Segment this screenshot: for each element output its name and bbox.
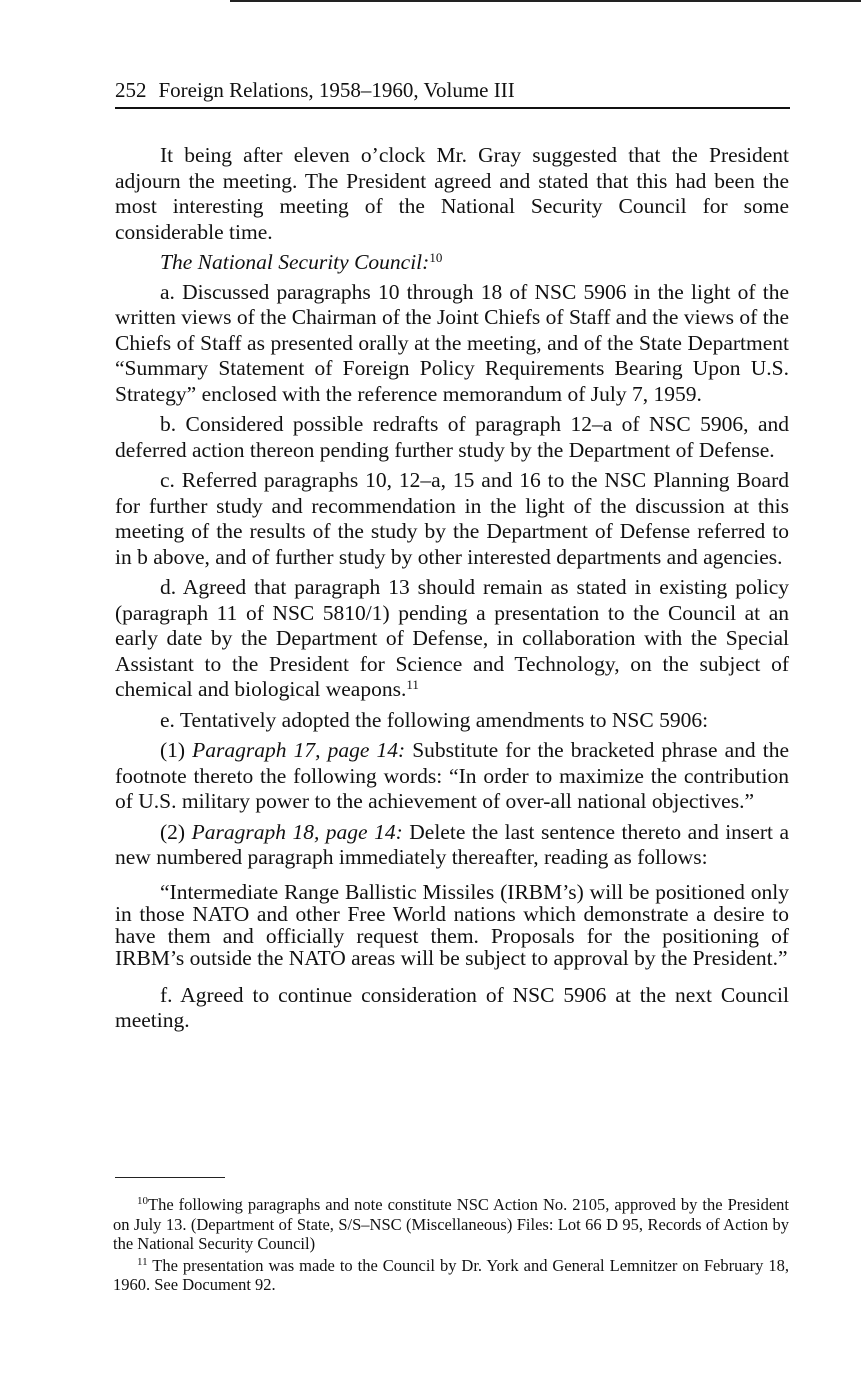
footnote-ref-10: 10	[429, 250, 443, 265]
footnote-rule	[115, 1177, 225, 1178]
paragraph-e1-text: Substitute for the bracketed phrase and the footnote thereto the following words: “In order to maximize the contribution of U.S. military power to the achievement of over-all national objectives.”	[115, 738, 790, 813]
paragraph-e2-num: (2)	[160, 819, 186, 844]
paragraph-e: e. Tentatively adopted the following amendments to NSC 5906:	[160, 707, 709, 732]
footnote-text: The following paragraphs and note constitute NSC Action No. 2105, approved by the President on July 13. (Department of State, S/S–NSC (Miscellaneous) Files: Lot 66 D 95, Records of Action by the National Security Council)	[113, 1195, 789, 1253]
paragraph-d	[115, 575, 789, 703]
paragraph-d-text: d. Agreed that paragraph 13 should remain as stated in existing policy (paragraph 11 of NSC 5810/1) pending a presentation to the Council at an early date by the Department of Defense, in collaboration with the Special Assistant to the President for Science and Technology, on the subject of chemical and biological weapons.	[115, 575, 789, 701]
council-heading	[115, 250, 789, 276]
document-body	[115, 143, 789, 1039]
council-heading-text: The National Security Council:	[160, 250, 430, 274]
footnote-ref-11: 11	[406, 677, 419, 692]
paragraph-e1-label: Paragraph 17, page 14:	[192, 738, 406, 762]
footnote-text: The presentation was made to the Council by Dr. York and General Lemnitzer on February 18, 1960. See Document 92.	[113, 1255, 789, 1294]
paragraph-e2	[115, 820, 789, 871]
paragraph-e1	[115, 738, 789, 815]
running-header	[115, 76, 790, 104]
paragraph-b: b. Considered possible redrafts of paragraph 12–a of NSC 5906, and deferred action thereon pending further study by the Department of Defense.	[115, 412, 789, 462]
paragraph-c: c. Referred paragraphs 10, 12–a, 15 and 16 to the NSC Planning Board for further study and recommendation in the light of the discussion at this meeting of the results of the study by the Department of Defense referred to in b above, and of further study by other interested departments and agencies.	[115, 468, 789, 569]
footnote-11	[113, 1256, 789, 1295]
page-number: 252	[115, 78, 147, 102]
top-edge-line	[230, 0, 861, 2]
paragraph-e2-text: Delete the last sentence thereto and insert a new numbered paragraph immediately thereafter, reading as follows:	[115, 819, 790, 869]
paragraph-adjourn: It being after eleven o’clock Mr. Gray suggested that the President adjourn the meeting. The President agreed and stated that this had been the most interesting meeting of the National Security Council for some considerable time.	[115, 143, 789, 244]
paragraph-a: a. Discussed paragraphs 10 through 18 of NSC 5906 in the light of the written views of the Chairman of the Joint Chiefs of Staff and the views of the Chiefs of Staff as presented orally at the meeting, and of the State Department “Summary Statement of Foreign Policy Requirements Bearing Upon U.S. Strategy” enclosed with the reference memorandum of July 7, 1959.	[115, 279, 789, 406]
footnotes	[113, 1195, 789, 1297]
paragraph-e1-num: (1)	[160, 738, 186, 762]
footnote-10	[113, 1195, 789, 1254]
paragraph-f: f. Agreed to continue consideration of NSC 5906 at the next Council meeting.	[115, 982, 789, 1032]
block-quote-irbm: “Intermediate Range Ballistic Missiles (IRBM’s) will be positioned only in those NATO and other Free World nations which demonstrate a desire to have them and officially request them. Proposals for the positioning of IRBM’s outside the NATO areas will be subject to approval by the President.”	[115, 879, 789, 970]
footnote-number: 11	[137, 1255, 148, 1268]
paragraph-e2-label: Paragraph 18, page 14:	[191, 819, 403, 844]
volume-title: Foreign Relations, 1958–1960, Volume III	[158, 78, 515, 102]
header-rule	[115, 107, 790, 109]
footnote-number: 10	[137, 1195, 148, 1207]
